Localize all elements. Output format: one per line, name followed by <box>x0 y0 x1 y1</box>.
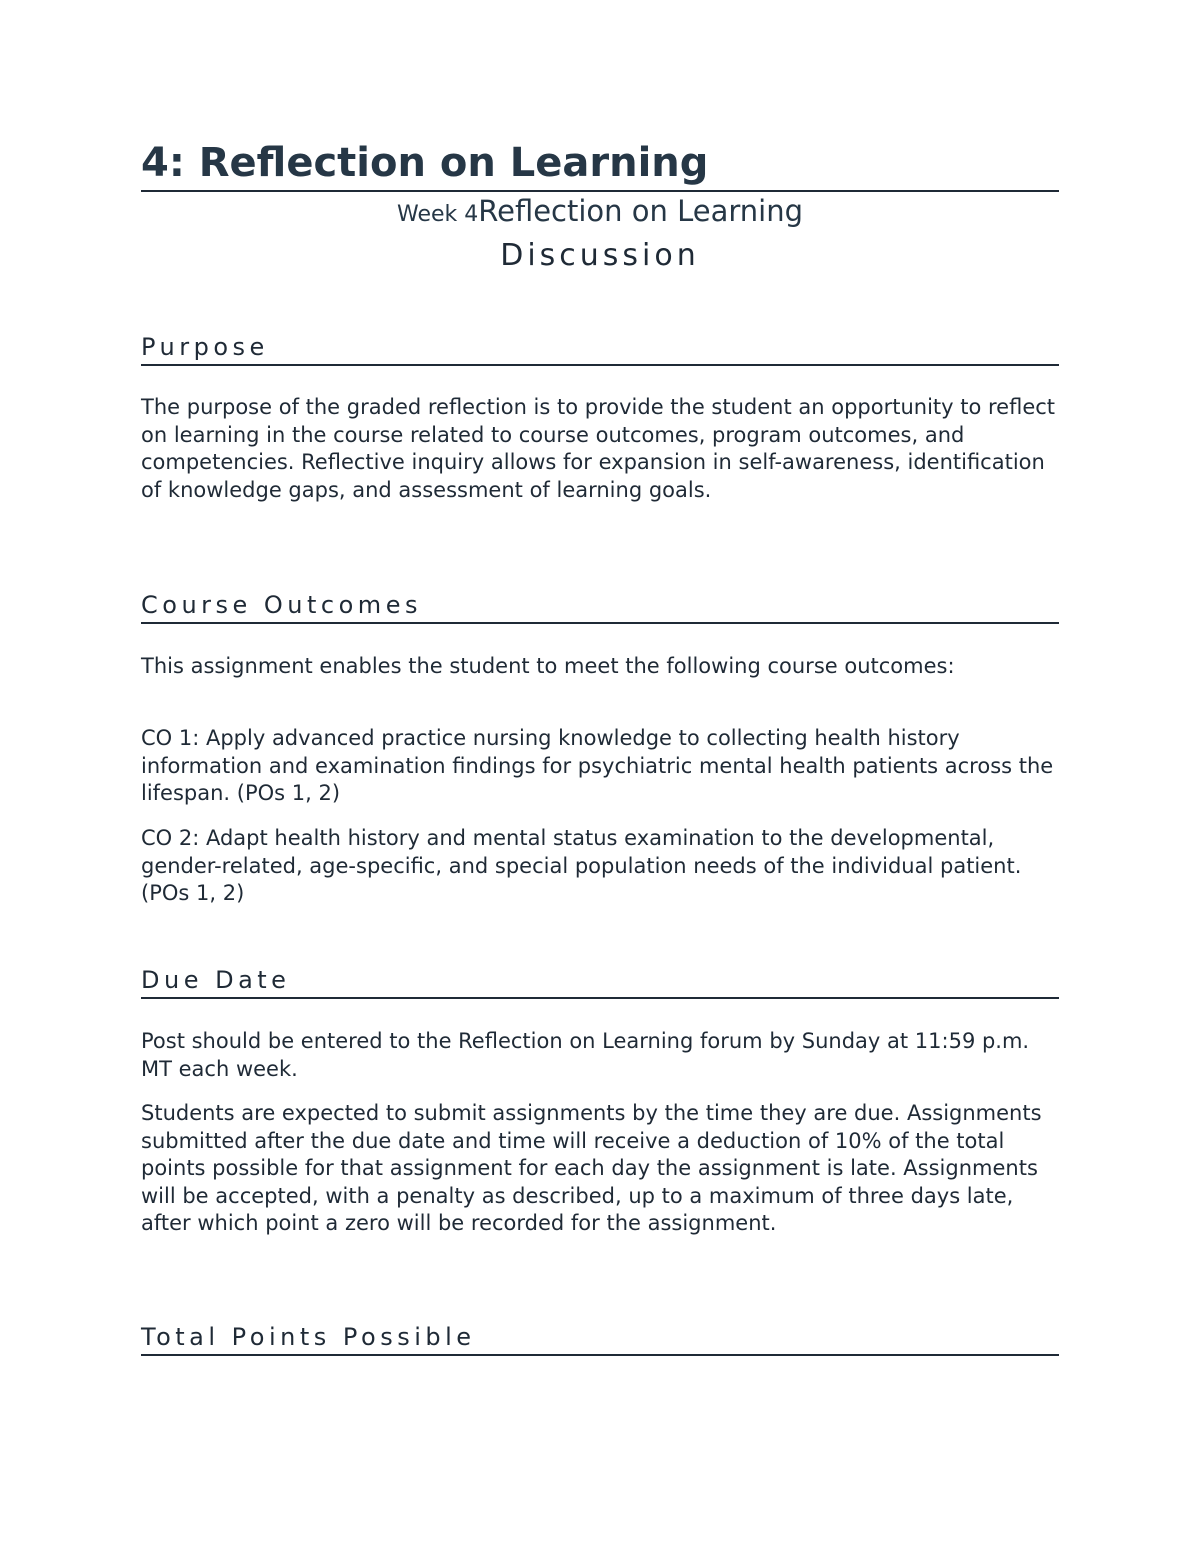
discussion-label: Discussion <box>500 238 700 273</box>
section-heading-due-date: Due Date <box>141 965 1059 999</box>
due-date-paragraph: Post should be entered to the Reflection on Learning forum by Sunday at 11:59 p.m. MT each week. <box>141 1029 1030 1081</box>
course-outcome-co1: CO 1: Apply advanced practice nursing knowledge to collecting health history information and examination findings for psychiatric mental health patients across the lifespan. (POs 1, 2) <box>141 726 1054 805</box>
purpose-paragraph: The purpose of the graded reflection is to provide the student an opportunity to reflect on learning in the course related to course outcomes, program outcomes, and competencies. Reflective inquiry allows for expansion in self-awareness, identification of knowledge gaps, and assessment of learning goals. <box>141 395 1056 502</box>
late-policy-paragraph: Students are expected to submit assignments by the time they are due. Assignments submitted after the due date and time will receive a deduction of 10% of the total points possible for that assignment for each day the assignment is late. Assignments will be accepted, with a penalty as described, up to a maximum of three days late, after which point a zero will be recorded for the assignment. <box>141 1101 1042 1235</box>
page-title: 4: Reflection on Learning <box>141 138 1059 192</box>
subtitle <box>141 192 1059 235</box>
course-outcome-co2: CO 2: Adapt health history and mental status examination to the developmental, gender-related, age-specific, and special population needs of the individual patient. (POs 1, 2) <box>141 826 1022 905</box>
section-heading-purpose: Purpose <box>141 332 1059 366</box>
subtitle-topic: Reflection on Learning <box>478 194 803 228</box>
section-heading-total-points: Total Points Possible <box>141 1322 1059 1356</box>
course-outcomes-intro: This assignment enables the student to meet the following course outcomes: <box>141 654 955 678</box>
section-heading-course-outcomes: Course Outcomes <box>141 590 1059 624</box>
subtitle-week: Week 4 <box>396 202 479 227</box>
